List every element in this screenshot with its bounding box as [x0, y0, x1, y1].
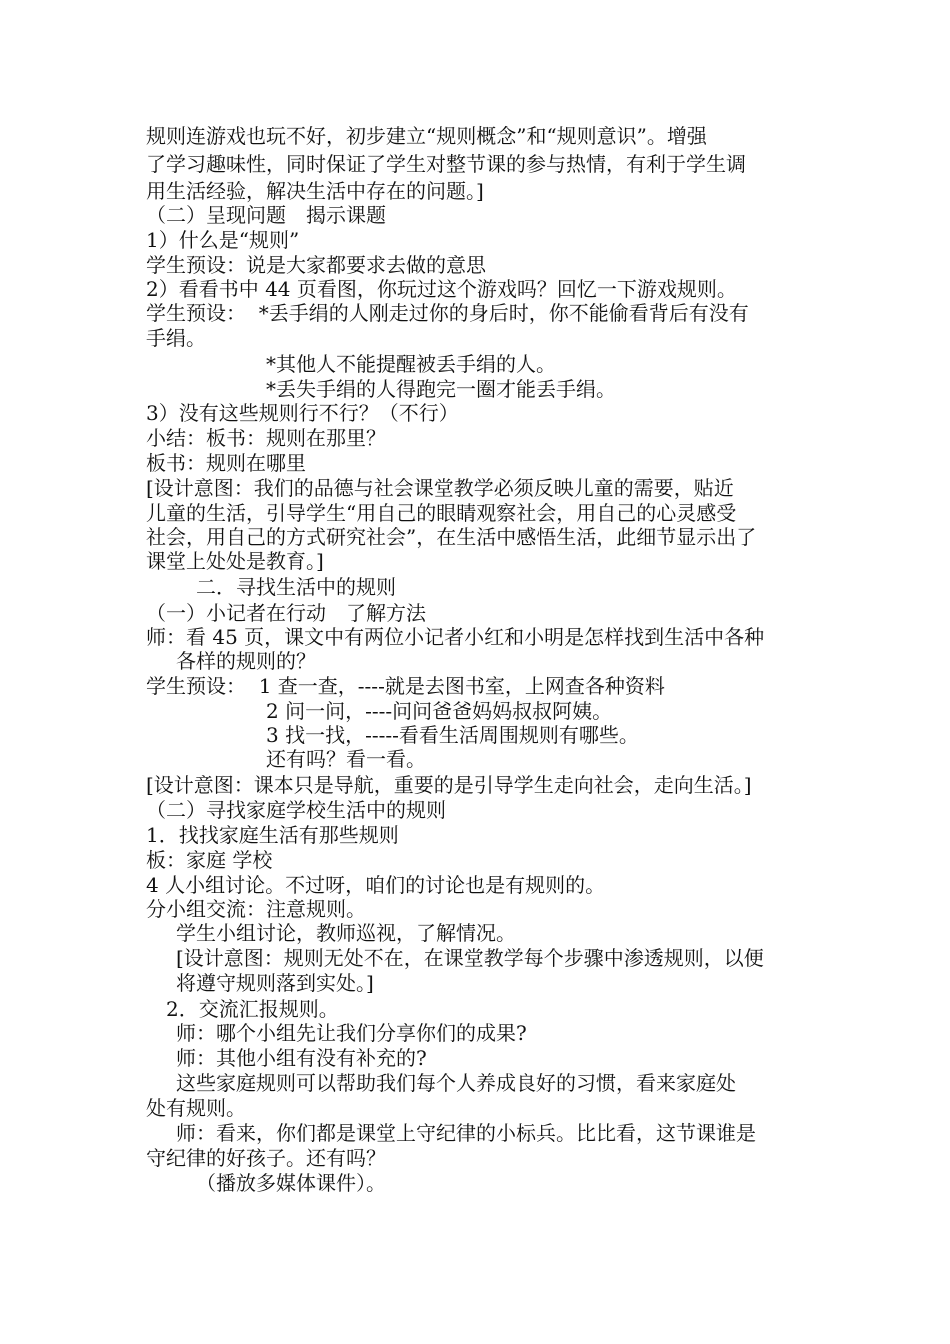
text-line-29: 1．找找家庭生活有那些规则: [146, 823, 399, 847]
text-line-38: 师：其他小组有没有补充的?: [176, 1046, 427, 1070]
section-heading-2: 二．寻找生活中的规则: [196, 575, 396, 599]
text-line-28: （二）寻找家庭学校生活中的规则: [146, 798, 446, 822]
text-line-33: 学生小组讨论，教师巡视，了解情况。: [176, 921, 516, 945]
text-line-11: *丢失手绢的人得跑完一圈才能丢手绢。: [266, 377, 616, 401]
text-line-20: （一）小记者在行动 了解方法: [146, 601, 426, 625]
text-line-8: 学生预设： *丢手绢的人刚走过你的身后时，你不能偷看背后有没有: [146, 301, 749, 325]
section-heading: （二）呈现问题 揭示课题: [146, 203, 386, 227]
text-line-3: 用生活经验，解决生活中存在的问题。]: [146, 179, 484, 203]
text-line-30: 板：家庭 学校: [146, 848, 273, 872]
text-line-14: 板书：规则在哪里: [146, 451, 306, 475]
design-note-1-line-2: 儿童的生活，引导学生“用自己的眼睛观察社会，用自己的心灵感受: [146, 501, 737, 525]
text-line-24: 2 问一问，----问问爸爸妈妈叔叔阿姨。: [266, 699, 613, 723]
text-line-39: 这些家庭规则可以帮助我们每个人养成良好的习惯，看来家庭处: [176, 1071, 736, 1095]
text-line-32: 分小组交流：注意规则。: [146, 897, 366, 921]
design-note-3-line-2: 将遵守规则落到实处。]: [176, 971, 374, 995]
design-note-1-line-1: [设计意图：我们的品德与社会课堂教学必须反映儿童的需要，贴近: [146, 476, 734, 500]
text-line-42: 守纪律的好孩子。还有吗？: [146, 1146, 386, 1170]
text-line-26: 还有吗？看一看。: [266, 747, 426, 771]
text-line-22: 各样的规则的？: [176, 649, 316, 673]
text-line-13: 小结：板书：规则在那里？: [146, 426, 386, 450]
text-line-23: 学生预设： 1 查一查，----就是去图书室，上网查各种资料: [146, 674, 665, 698]
text-line-43: （播放多媒体课件）。: [196, 1171, 386, 1195]
design-note-1-line-4: 课堂上处处是教育。]: [146, 549, 324, 573]
text-line-10: *其他人不能提醒被丢手绢的人。: [266, 352, 556, 376]
text-line-21: 师：看 45 页，课文中有两位小记者小红和小明是怎样找到生活中各种: [146, 625, 765, 649]
text-line-31: 4 人小组讨论。不过呀，咱们的讨论也是有规则的。: [146, 873, 606, 897]
text-line-25: 3 找一找，-----看看生活周围规则有哪些。: [266, 723, 639, 747]
text-line-37: 师：哪个小组先让我们分享你们的成果?: [176, 1021, 527, 1045]
text-line-1: 规则连游戏也玩不好，初步建立“规则概念”和“规则意识”。增强: [146, 124, 707, 148]
text-line-5: 1）什么是“规则”: [146, 228, 300, 252]
text-line-2: 了学习趣味性，同时保证了学生对整节课的参与热情，有利于学生调: [146, 152, 746, 176]
text-line-40: 处有规则。: [146, 1096, 246, 1120]
text-line-6: 学生预设：说是大家都要求去做的意思: [146, 253, 486, 277]
text-line-41: 师：看来，你们都是课堂上守纪律的小标兵。比比看，这节课谁是: [176, 1121, 756, 1145]
text-line-9: 手绢。: [146, 326, 206, 350]
text-line-12: 3）没有这些规则行不行？（不行）: [146, 401, 459, 425]
text-line-7: 2）看看书中 44 页看图，你玩过这个游戏吗？回忆一下游戏规则。: [146, 277, 737, 301]
design-note-3-line-1: [设计意图：规则无处不在，在课堂教学每个步骤中渗透规则，以便: [176, 946, 764, 970]
text-line-36: 2．交流汇报规则。: [166, 997, 339, 1021]
design-note-2: [设计意图：课本只是导航，重要的是引导学生走向社会，走向生活。]: [146, 773, 752, 797]
design-note-1-line-3: 社会，用自己的方式研究社会”，在生活中感悟生活，此细节显示出了: [146, 525, 757, 549]
